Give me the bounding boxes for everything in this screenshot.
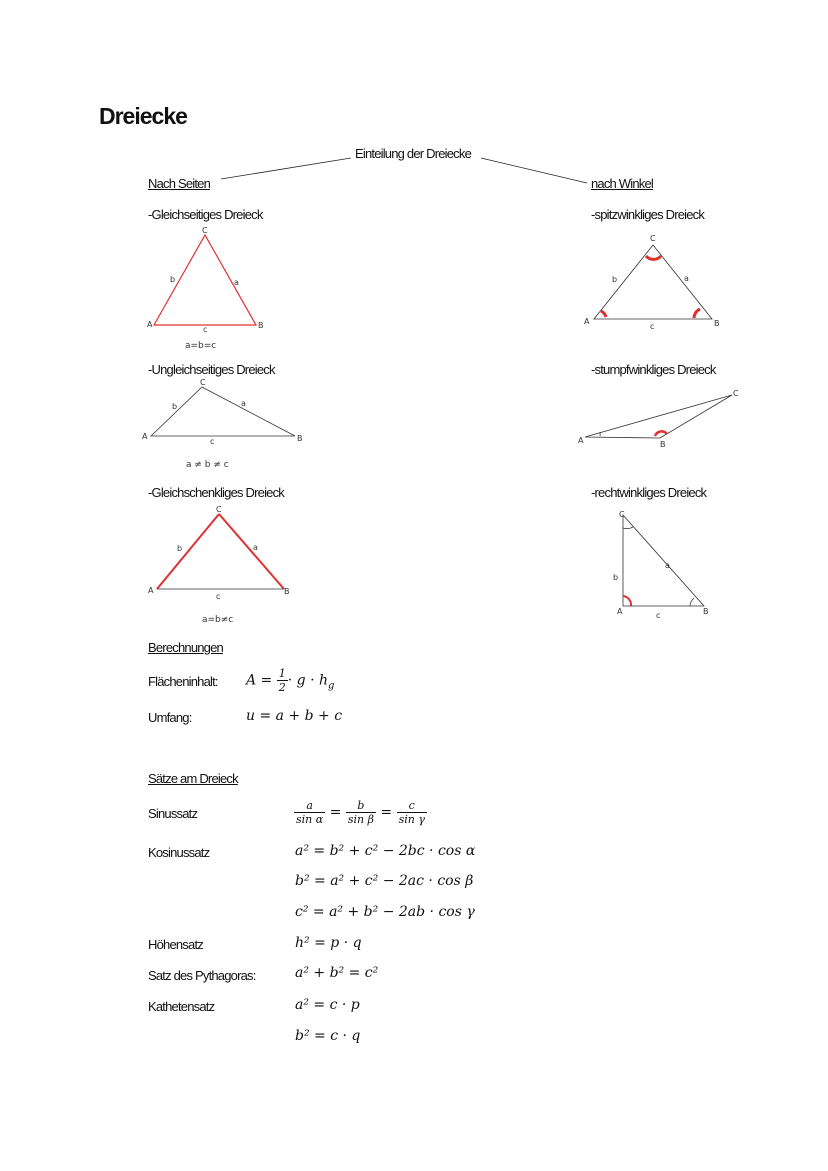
ac-vertex-a: A [584, 317, 590, 326]
branch-line-right [481, 158, 587, 183]
katheten-label: Kathetensatz [148, 999, 215, 1014]
right-angle-beta [690, 598, 694, 606]
calculations-heading: Berechnungen [148, 640, 223, 655]
sc-vertex-c: C [200, 378, 206, 387]
eq-side-a: a [234, 278, 239, 287]
acute-angle-beta [694, 309, 700, 318]
classification-heading: Einteilung der Dreiecke [355, 146, 472, 161]
katheten-formula-a: a² = c · p [295, 997, 360, 1013]
ob-vertex-b: B [660, 440, 666, 449]
acute-angle-alpha [601, 311, 606, 317]
iso-vertex-b: B [284, 587, 290, 596]
sc-side-b: b [172, 402, 178, 411]
obtuse-label: -stumpfwinkliges Dreieck [591, 362, 716, 377]
perimeter-formula: u = a + b + c [246, 708, 343, 724]
ac-vertex-b: B [714, 319, 720, 328]
right-angle-gamma [623, 527, 633, 529]
rt-side-b: b [613, 573, 619, 582]
kosinus-formula-c: c² = a² + b² − 2ab · cos γ [295, 904, 475, 920]
iso-leg-a [219, 514, 284, 589]
ac-side-b: b [612, 275, 618, 284]
acute-angle-gamma [646, 256, 661, 259]
iso-side-c: c [216, 592, 221, 601]
equilateral-label: -Gleichseitiges Dreieck [148, 207, 263, 222]
sc-vertex-b: B [297, 434, 303, 443]
rt-vertex-b: B [703, 607, 709, 616]
perimeter-label: Umfang: [148, 710, 192, 725]
iso-side-a: a [253, 543, 258, 552]
iso-vertex-a: A [148, 586, 154, 595]
ac-vertex-c: C [650, 234, 656, 243]
hoehen-label: Höhensatz [148, 937, 203, 952]
kosinus-label: Kosinussatz [148, 845, 210, 860]
scalene-triangle [151, 387, 295, 436]
branch-line-left [221, 158, 351, 179]
kosinus-formula-a: a² = b² + c² − 2bc · cos α [295, 843, 476, 859]
isosceles-relation: a=b≠c [202, 615, 234, 625]
pythagoras-formula: a² + b² = c² [295, 965, 379, 981]
pythagoras-label: Satz des Pythagoras: [148, 968, 256, 983]
theorems-heading: Sätze am Dreieck [148, 771, 238, 786]
right-triangle-label: -rechtwinkliges Dreieck [591, 485, 707, 500]
ob-vertex-a: A [578, 436, 584, 445]
page-title: Dreiecke [99, 103, 187, 129]
sides-heading: Nach Seiten [148, 176, 211, 191]
equilateral-relation: a=b=c [185, 341, 217, 351]
ob-vertex-c: C [733, 389, 739, 398]
sc-vertex-a: A [142, 432, 148, 441]
acute-label: -spitzwinkliges Dreieck [591, 207, 705, 222]
eq-vertex-c: C [202, 226, 208, 235]
rt-side-c: c [656, 611, 661, 620]
rt-vertex-a: A [617, 607, 623, 616]
sc-side-a: a [241, 399, 246, 408]
right-angle-mark [623, 596, 631, 606]
iso-leg-b [157, 514, 219, 589]
rt-side-a: a [665, 561, 670, 570]
eq-side-b: b [170, 275, 176, 284]
iso-side-b: b [177, 544, 183, 553]
eq-side-c: c [203, 325, 208, 334]
scalene-relation: a ≠ b ≠ c [186, 460, 229, 470]
ac-side-c: c [650, 322, 655, 331]
iso-vertex-c: C [216, 505, 222, 514]
right-triangle [623, 515, 704, 606]
sinus-label: Sinussatz [148, 806, 198, 821]
area-formula: A = $\frac{1}{2}$ · $g \cdot h_g$ [246, 667, 335, 694]
kosinus-formula-b: b² = a² + c² − 2ac · cos β [295, 873, 474, 889]
katheten-formula-b: b² = c · q [295, 1028, 361, 1044]
ac-side-a: a [684, 274, 689, 283]
area-label: Flächeninhalt: [148, 674, 218, 689]
scalene-label: -Ungleichseitiges Dreieck [148, 362, 275, 377]
isosceles-label: -Gleichschenkliges Dreieck [148, 485, 284, 500]
eq-vertex-b: B [258, 321, 264, 330]
angles-heading: nach Winkel [591, 176, 654, 191]
rt-vertex-c: C [619, 510, 625, 519]
hoehen-formula: h² = p · q [295, 935, 362, 951]
sinus-formula: $\frac{a}{\text{sin α}}$ = $\frac{b}{\text{sin β}}$ = $\frac{c}{\text{sin γ}}$ [296, 799, 425, 826]
eq-vertex-a: A [147, 320, 153, 329]
sc-side-c: c [210, 437, 215, 446]
